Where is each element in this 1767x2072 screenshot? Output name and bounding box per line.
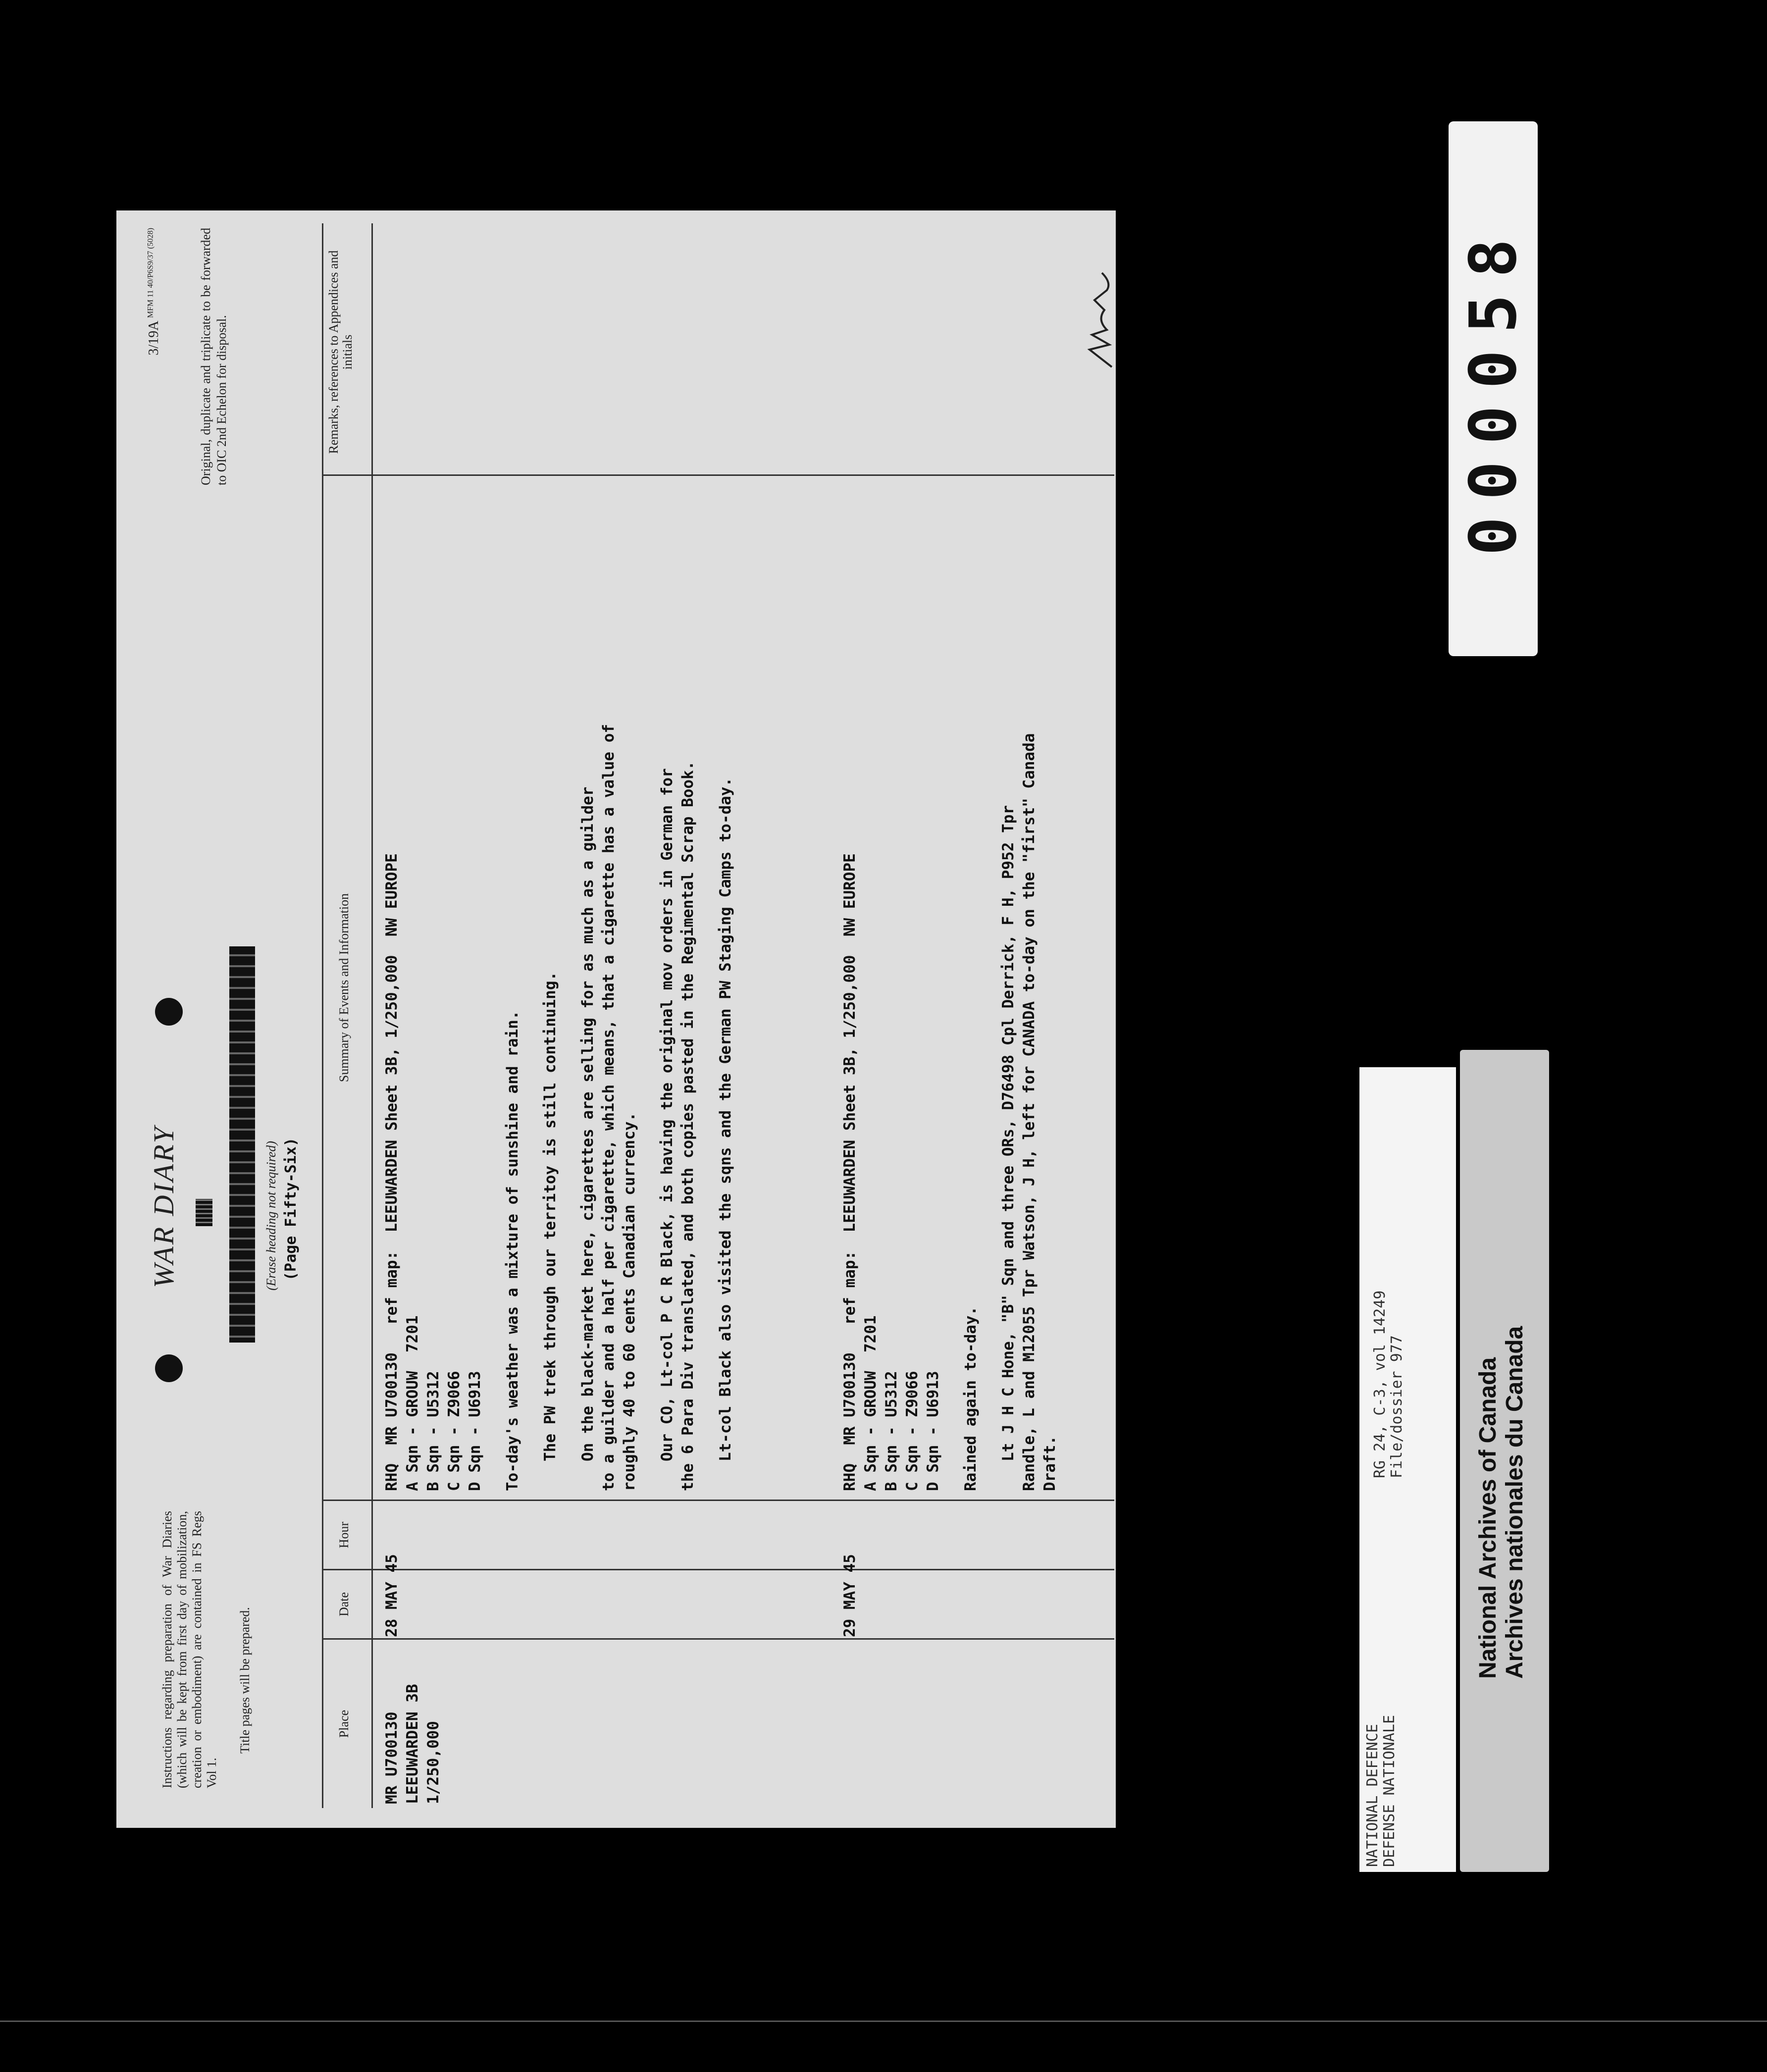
col-head-place: Place bbox=[337, 1709, 351, 1738]
entry-date: 28 MAY 45 bbox=[383, 1554, 401, 1637]
war-diary-form bbox=[116, 210, 1116, 1828]
col-divider-hour bbox=[322, 1500, 1114, 1501]
entry-paragraph-line: Our CO, Lt-col P C R Black, is having the original mov orders in German for bbox=[658, 768, 676, 1461]
entry-paragraph-line: roughly 40 to 60 cents Canadian currency. bbox=[621, 1112, 638, 1491]
place-line: MR U700130 bbox=[383, 1711, 401, 1804]
location-line: A Sqn - GROUW 7201 bbox=[404, 1315, 421, 1491]
entry-paragraph-line: Rained again to-day. bbox=[962, 1306, 980, 1491]
archives-name-en: National Archives of Canada bbox=[1475, 1357, 1501, 1679]
initials-signature bbox=[1087, 270, 1117, 369]
col-head-date: Date bbox=[337, 1592, 351, 1617]
col-head-hour: Hour bbox=[337, 1521, 351, 1549]
diary-entry bbox=[381, 724, 736, 1491]
war-diary-sheet bbox=[116, 210, 1116, 1828]
location-line: C Sqn - Z9066 bbox=[445, 1371, 463, 1491]
original-copies-note: Original, duplicate and triplicate to be forwarded to OIC 2nd Echelon for disposal. bbox=[199, 228, 229, 485]
place-line: 1/250,000 bbox=[424, 1721, 442, 1804]
erased-heading-small bbox=[196, 1199, 212, 1226]
location-line: C Sqn - Z9066 bbox=[903, 1371, 921, 1491]
header-bottom-rule bbox=[371, 223, 373, 1808]
form-number bbox=[146, 228, 162, 356]
entry-paragraph-line: Lt-col Black also visited the sqns and the German PW Staging Camps to-day. bbox=[717, 777, 734, 1461]
erase-note: (Erase heading not required) bbox=[264, 1140, 278, 1291]
erased-heading bbox=[229, 946, 255, 1343]
location-line: A Sqn - GROUW 7201 bbox=[862, 1315, 880, 1491]
file-dossier-line: File/dossier 977 bbox=[1388, 1335, 1405, 1478]
entry-paragraph-line: Lt J H C Hone, "B" Sqn and three ORs, D76498 Cpl Derrick, F H, P952 Tpr bbox=[999, 805, 1017, 1461]
location-line: B Sqn - U5312 bbox=[424, 1371, 442, 1491]
record-group-line: RG 24, C-3, vol 14249 bbox=[1371, 1290, 1389, 1478]
location-line: D Sqn - U6913 bbox=[924, 1371, 942, 1491]
location-line: RHQ MR U700130 ref map: LEEUWARDEN Sheet 3B, 1/250,000 NW EUROPE bbox=[841, 853, 859, 1491]
place-entry bbox=[381, 1684, 444, 1804]
col-divider-place bbox=[322, 1638, 1114, 1640]
entry-paragraph-line: Draft. bbox=[1041, 1436, 1059, 1491]
form-number-main: 3/19A bbox=[146, 321, 161, 356]
col-divider-date bbox=[322, 1569, 1114, 1570]
punch-hole-right bbox=[155, 998, 183, 1026]
archives-name bbox=[1475, 1326, 1528, 1679]
col-divider-remarks bbox=[322, 474, 1114, 476]
place-line: LEEUWARDEN 3B bbox=[404, 1684, 421, 1804]
form-number-small: MFM 11 40/P6S9/37 (5028) bbox=[146, 228, 155, 318]
archive-label-grey bbox=[1460, 1050, 1549, 1872]
col-head-summary: Summary of Events and Information bbox=[337, 893, 351, 1083]
frame-number: 000058 bbox=[1455, 222, 1531, 556]
instructions-text: Instructions regarding preparation of War Diaries (which will be kept from first day of mobilization, creation or embodiment) are contained in FS Regs Vol 1. bbox=[160, 1511, 219, 1788]
entry-paragraph-line: To-day's weather was a mixture of sunshine and rain. bbox=[504, 1010, 521, 1491]
entry-paragraph-line: to a guilder and a half per cigarette, which means, that a cigarette has a value of bbox=[600, 724, 618, 1491]
department-label bbox=[1364, 1715, 1398, 1867]
diary-entry bbox=[839, 733, 1060, 1491]
table-top-rule bbox=[322, 223, 323, 1808]
bottom-rule bbox=[0, 2020, 1767, 2022]
location-line: RHQ MR U700130 ref map: LEEUWARDEN Sheet 3B, 1/250,000 NW EUROPE bbox=[383, 853, 401, 1491]
diary-title: WAR DIARY bbox=[148, 1125, 180, 1288]
title-pages-note: Title pages will be prepared. bbox=[238, 1607, 252, 1754]
entry-date: 29 MAY 45 bbox=[841, 1554, 859, 1637]
record-group-ref bbox=[1372, 1291, 1405, 1478]
department-en: NATIONAL DEFENCE bbox=[1364, 1724, 1381, 1867]
department-fr: DEFENSE NATIONALE bbox=[1381, 1714, 1398, 1867]
archive-label-white bbox=[1359, 1067, 1456, 1872]
location-line: B Sqn - U5312 bbox=[883, 1371, 900, 1491]
entry-paragraph-line: Randle, L and M12055 Tpr Watson, J H, left for CANADA to-day on the "first" Canada bbox=[1020, 733, 1038, 1491]
punch-hole-left bbox=[155, 1354, 183, 1382]
entry-paragraph-line: the 6 Para Div translated, and both copies pasted in the Regimental Scrap Book. bbox=[679, 761, 697, 1491]
page-number: (Page Fifty-Six) bbox=[282, 1138, 300, 1281]
archives-name-fr: Archives nationales du Canada bbox=[1502, 1326, 1528, 1679]
frame-number-strip bbox=[1449, 121, 1538, 656]
entry-paragraph-line: On the black-market here, cigarettes are selling for as much as a guilder bbox=[579, 786, 597, 1461]
location-line: D Sqn - U6913 bbox=[466, 1371, 484, 1491]
col-head-remarks: Remarks, references to Appendices and initials bbox=[326, 250, 355, 454]
entry-paragraph-line: The PW trek through our territoy is still continuing. bbox=[541, 971, 559, 1461]
